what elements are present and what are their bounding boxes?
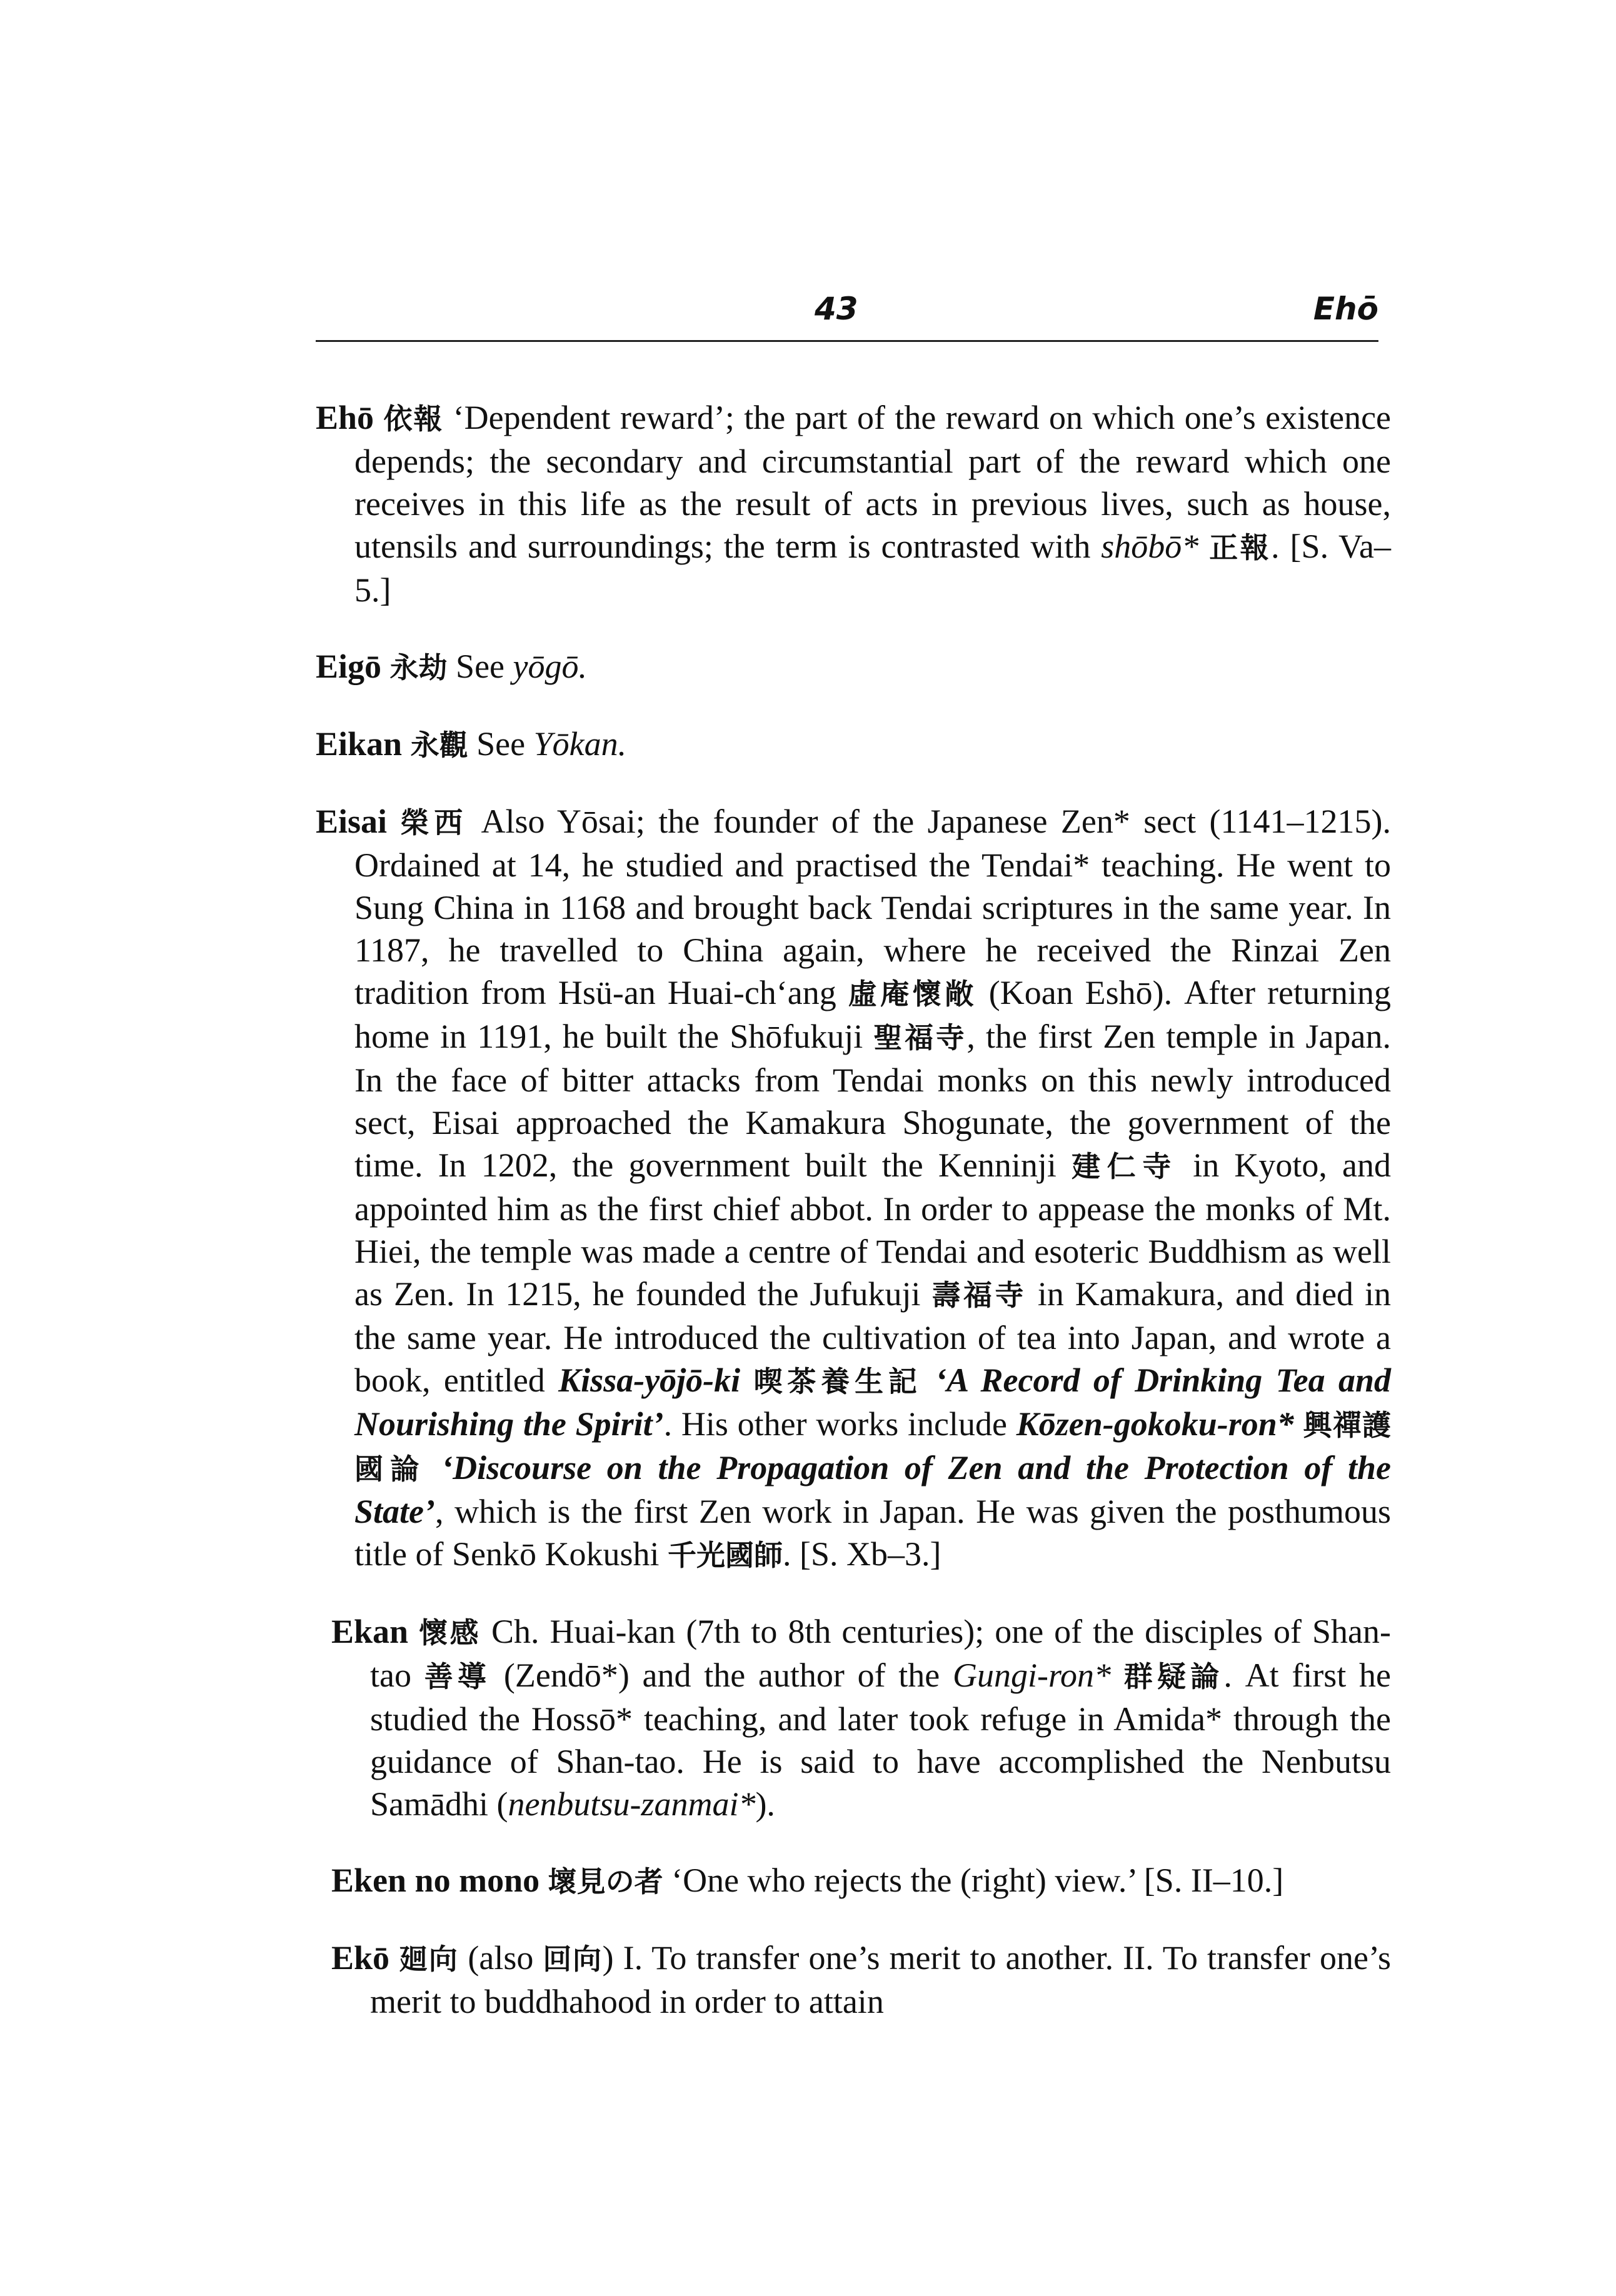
definition-text: . At first he studied the Hossō* teaching, and later took refuge in Amida* through the guidance of Shan-tao. He is said to have accomplished the Nenbutsu Samādhi ( (370, 1657, 1392, 1823)
definition-text: (Zendō*) and the author of the (491, 1657, 953, 1694)
page-header (316, 284, 1378, 341)
page-number: 43 (815, 291, 858, 327)
entry-eko (331, 1937, 1391, 2023)
definition-text: ‘Dependent reward’; the part of the reward on which one’s existence depends; the secondary and circumstantial part of the reward which one receives in this life as the result of acts in previous lives, such as house, utensils and surroundings; the term is contrasted with (354, 399, 1392, 565)
book-title-translation: ‘A Record of Drinking Tea and Nourishing the Spirit’ (354, 1361, 1392, 1443)
headword: Eken no mono (331, 1862, 540, 1899)
headword: Eisai (316, 803, 388, 840)
see-label: See (468, 725, 534, 763)
cross-reference: yōgō. (513, 648, 587, 685)
entry-eken-no-mono (331, 1859, 1391, 1903)
running-head: Ehō (1313, 291, 1378, 327)
book-title: Kōzen-gokoku-ron* (1016, 1405, 1294, 1443)
definition-text: Ch. Huai-kan (7th to 8th centuries); one of the disciples of Shan-tao (370, 1613, 1391, 1694)
kanji: 群疑論 (1123, 1660, 1224, 1693)
definition-text: , which is the first Zen work in Japan. He was given the posthumous title of Senkō Kokushi (354, 1493, 1391, 1573)
kanji: 虛庵懷敞 (848, 977, 977, 1011)
kanji: 永觀 (410, 728, 468, 762)
see-label: See (447, 648, 513, 685)
definition-text: . [S. Va–5.] (354, 528, 1392, 609)
kanji: 廻向 (399, 1942, 459, 1976)
kanji: 聖福寺 (873, 1021, 967, 1055)
cross-reference: shōbō* (1101, 528, 1199, 565)
cross-reference: nenbutsu-zanmai* (508, 1785, 756, 1823)
kanji: 依報 (383, 402, 444, 436)
book-title: Kissa-yōjō-ki (558, 1361, 741, 1399)
headword: Ehō (316, 399, 374, 436)
kanji: 永劫 (389, 651, 448, 684)
definition-text: in Kamakura, and died in the same year. He introduced the cultivation of tea into Japan, and wrote a book, entitled (354, 1275, 1391, 1399)
definition-text: (Koan Eshō). After returning home in 1191, he built the Shōfukuji (354, 974, 1391, 1055)
definition-text: ‘One who rejects the (right) view.’ [S. II–10.] (663, 1862, 1284, 1899)
headword: Ekō (331, 1939, 390, 1977)
definition-text: . [S. Xb–3.] (782, 1535, 941, 1573)
kanji: 懷感 (419, 1616, 481, 1650)
definition-text: ). (755, 1785, 775, 1823)
entry-eho (316, 396, 1391, 611)
definition-text: Also Yōsai; the founder of the Japanese Zen* sect (1141–1215). Ordained at 14, he studied and practised the Tendai* teaching. He went to Sung China in 1168 and brought back Tendai scriptures in the same year. In 1187, he travelled to China again, where he received the Rinzai Zen tradition from Hsü-an Huai-ch‘ang (354, 803, 1392, 1011)
headword: Ekan (331, 1613, 409, 1650)
kanji: 建仁寺 (1071, 1150, 1178, 1183)
definition-text: in Kyoto, and appointed him as the first chief abbot. In order to appease the monks of Mt. Hiei, the temple was made a centre of Tendai and esoteric Buddhism as well as Zen. In 1215, he founded the Jufukuji (354, 1146, 1392, 1313)
header-rule (316, 340, 1378, 342)
headword: Eigō (316, 648, 382, 685)
definition-text: . His other works include (663, 1405, 1016, 1443)
kanji: 壞見の者 (548, 1865, 663, 1898)
entry-eisai (316, 800, 1391, 1577)
kanji: 善導 (424, 1660, 491, 1693)
kanji: 千光國師 (667, 1538, 783, 1572)
cross-reference: Yōkan. (533, 725, 627, 763)
kanji: 興禪護國論 (354, 1408, 1391, 1486)
definition-text: , the first Zen temple in Japan. In the face of bitter attacks from Tendai monks on this newly introduced sect, Eisai approached the Kamakura Shogunate, the government of the time. In 1202, the government built the Kenninji (354, 1018, 1391, 1184)
kanji: 回向 (543, 1942, 603, 1976)
book-title: Gungi-ron* (952, 1657, 1111, 1694)
kanji: 喫茶養生記 (753, 1365, 922, 1398)
headword: Eikan (316, 725, 403, 763)
kanji: 榮西 (400, 806, 468, 840)
book-title-translation: ‘Discourse on the Propagation of Zen and the Protection of the State’ (354, 1449, 1392, 1530)
entry-eigo (316, 645, 1391, 689)
definition-text: (also (458, 1939, 543, 1977)
kanji: 正報 (1209, 531, 1272, 564)
dictionary-entries (316, 363, 1391, 2040)
definition-text: ) I. To transfer one’s merit to another. II. To transfer one’s merit to buddhahood in order to attain (370, 1939, 1392, 2020)
kanji: 壽福寺 (931, 1278, 1026, 1312)
entry-eikan (316, 723, 1391, 766)
entry-ekan (331, 1610, 1391, 1825)
